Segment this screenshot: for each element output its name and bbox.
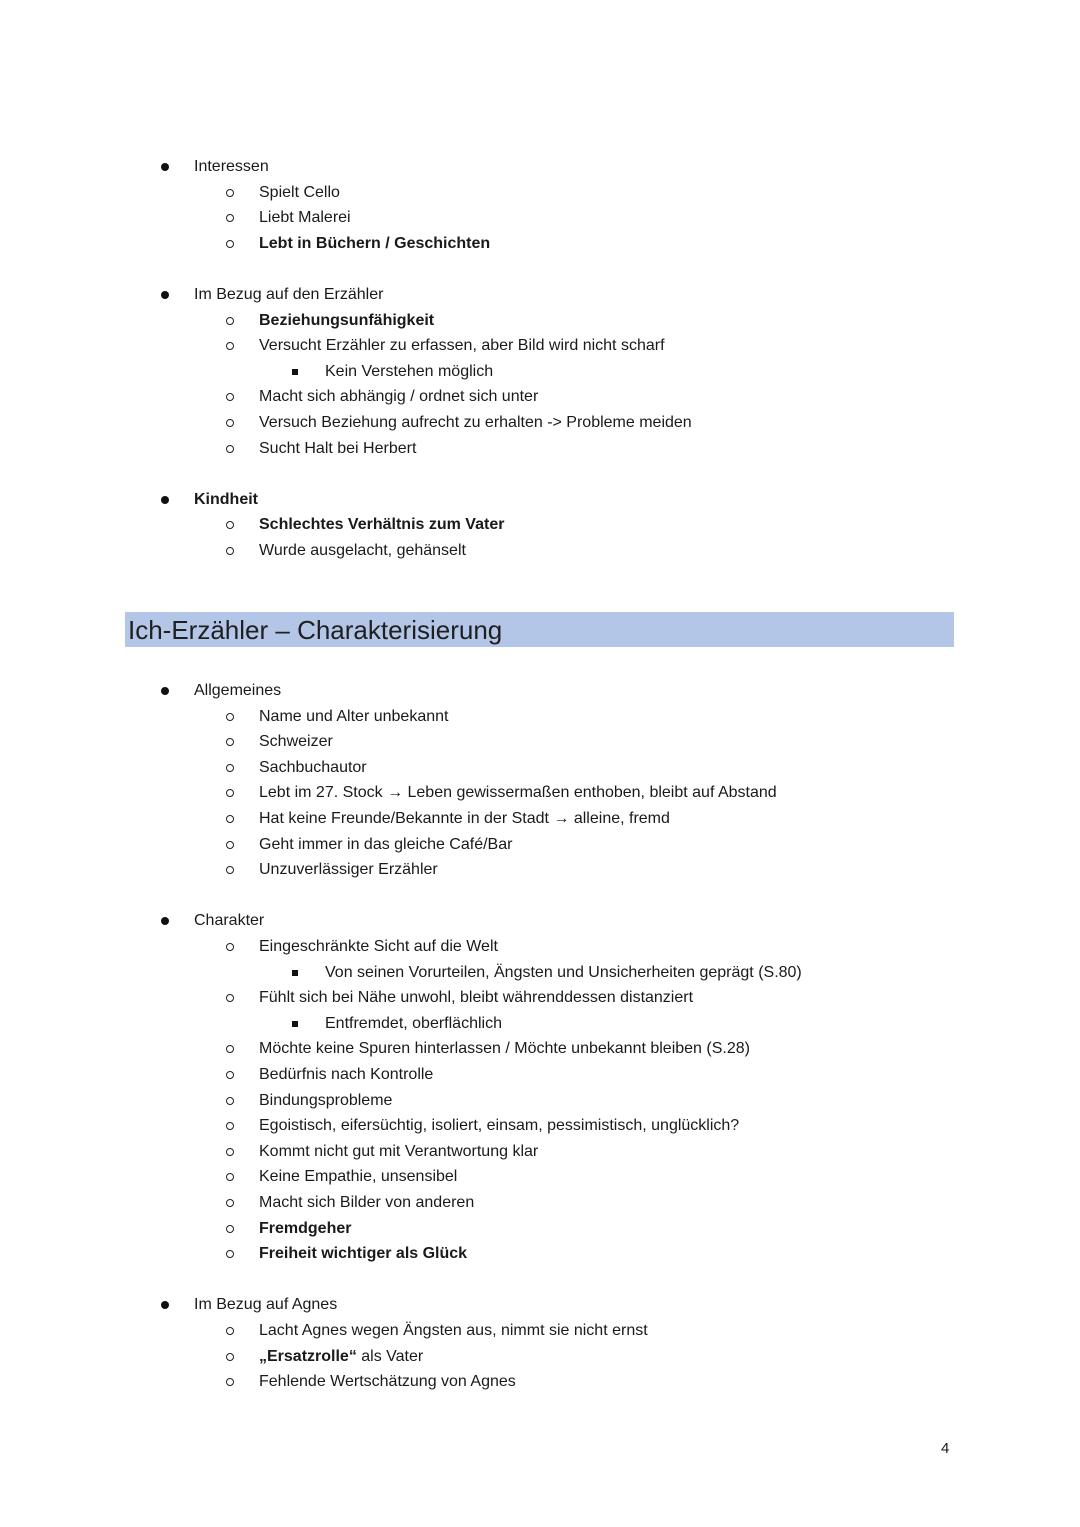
circle-bullet-icon (226, 1097, 234, 1105)
circle-bullet-icon (226, 994, 234, 1002)
outline-item: Fehlende Wertschätzung von Agnes (259, 1373, 516, 1391)
circle-bullet-icon (226, 189, 234, 197)
outline-heading: Im Bezug auf den Erzähler (194, 286, 384, 303)
circle-bullet-icon (226, 713, 234, 721)
outline-item: Bedürfnis nach Kontrolle (259, 1066, 434, 1083)
bullet-icon (161, 163, 169, 171)
outline-item: Macht sich Bilder von anderen (259, 1194, 475, 1211)
outline-item: Keine Empathie, unsensibel (259, 1168, 458, 1186)
circle-bullet-icon (226, 841, 234, 849)
circle-bullet-icon (226, 738, 234, 746)
outline-item: Geht immer in das gleiche Café/Bar (259, 835, 513, 853)
outline-item: Lacht Agnes wegen Ängsten aus, nimmt sie nicht ernst (259, 1322, 648, 1339)
bullet-icon (161, 496, 169, 504)
outline-item: Versucht Erzähler zu erfassen, aber Bild wird nicht scharf (259, 337, 665, 355)
circle-bullet-icon (226, 393, 234, 401)
bullet-icon (161, 917, 169, 925)
outline-item: Wurde ausgelacht, gehänselt (259, 542, 466, 559)
circle-bullet-icon (226, 1071, 234, 1079)
outline-item: Schweizer (259, 733, 333, 751)
square-bullet-icon (292, 1021, 298, 1027)
square-bullet-icon (292, 970, 298, 976)
circle-bullet-icon (226, 317, 234, 325)
outline-item: Lebt in Büchern / Geschichten (259, 234, 491, 252)
outline-item: Hat keine Freunde/Bekannte in der Stadt → alleine, fremd (259, 810, 670, 827)
outline-heading: Kindheit (194, 490, 258, 508)
bullet-icon (161, 1301, 169, 1309)
outline-item: Spielt Cello (259, 183, 340, 201)
outline-subitem: Entfremdet, oberflächlich (325, 1014, 502, 1032)
page-number: 4 (941, 1440, 950, 1457)
circle-bullet-icon (226, 1199, 234, 1207)
outline-heading: Charakter (194, 912, 265, 930)
outline-subitem: Kein Verstehen möglich (325, 362, 494, 380)
circle-bullet-icon (226, 764, 234, 772)
section-heading: Ich-Erzähler – Charakterisierung (125, 612, 954, 647)
emphasis: „Ersatzrolle“ (259, 1347, 357, 1365)
outline-item: Freiheit wichtiger als Glück (259, 1245, 468, 1263)
outline-item: Fremdgeher (259, 1219, 352, 1237)
circle-bullet-icon (226, 1148, 234, 1156)
circle-bullet-icon (226, 342, 234, 350)
circle-bullet-icon (226, 419, 234, 427)
outline-heading: Allgemeines (194, 682, 282, 699)
circle-bullet-icon (226, 943, 234, 951)
circle-bullet-icon (226, 445, 234, 453)
bullet-icon (161, 687, 169, 695)
circle-bullet-icon (226, 1122, 234, 1130)
outline-item: Schlechtes Verhältnis zum Vater (259, 516, 505, 534)
circle-bullet-icon (226, 214, 234, 222)
circle-bullet-icon (226, 240, 234, 248)
bullet-icon (161, 291, 169, 299)
circle-bullet-icon (226, 1173, 234, 1181)
outline-item: Bindungsprobleme (259, 1091, 393, 1109)
circle-bullet-icon (226, 547, 234, 555)
outline-item: Kommt nicht gut mit Verantwortung klar (259, 1142, 539, 1160)
outline-item: Name und Alter unbekannt (259, 707, 449, 725)
outline-item: „Ersatzrolle“ als Vater (259, 1347, 424, 1365)
circle-bullet-icon (226, 1250, 234, 1258)
circle-bullet-icon (226, 1045, 234, 1053)
square-bullet-icon (292, 369, 298, 375)
circle-bullet-icon (226, 1327, 234, 1335)
circle-bullet-icon (226, 521, 234, 529)
circle-bullet-icon (226, 1225, 234, 1233)
outline-heading: Im Bezug auf Agnes (194, 1296, 338, 1314)
circle-bullet-icon (226, 815, 234, 823)
outline-item: Lebt im 27. Stock → Leben gewissermaßen enthoben, bleibt auf Abstand (259, 784, 777, 802)
outline-item: Liebt Malerei (259, 209, 351, 227)
outline-item: Eingeschränkte Sicht auf die Welt (259, 938, 498, 955)
outline-heading: Interessen (194, 158, 269, 175)
circle-bullet-icon (226, 1378, 234, 1386)
outline-item: Fühlt sich bei Nähe unwohl, bleibt währenddessen distanziert (259, 989, 694, 1007)
outline-item: Möchte keine Spuren hinterlassen / Möchte unbekannt bleiben (S.28) (259, 1040, 750, 1058)
circle-bullet-icon (226, 866, 234, 874)
circle-bullet-icon (226, 1353, 234, 1361)
outline-item: Egoistisch, eifersüchtig, isoliert, einsam, pessimistisch, unglücklich? (259, 1117, 740, 1135)
outline-item: Macht sich abhängig / ordnet sich unter (259, 388, 539, 406)
outline-item: Beziehungsunfähigkeit (259, 311, 435, 329)
outline-item: Unzuverlässiger Erzähler (259, 861, 438, 879)
circle-bullet-icon (226, 789, 234, 797)
outline-subitem: Von seinen Vorurteilen, Ängsten und Unsicherheiten geprägt (S.80) (325, 963, 802, 981)
outline-item: Versuch Beziehung aufrecht zu erhalten -> Probleme meiden (259, 414, 692, 431)
outline-item: Sucht Halt bei Herbert (259, 439, 417, 457)
outline-item: Sachbuchautor (259, 758, 367, 776)
